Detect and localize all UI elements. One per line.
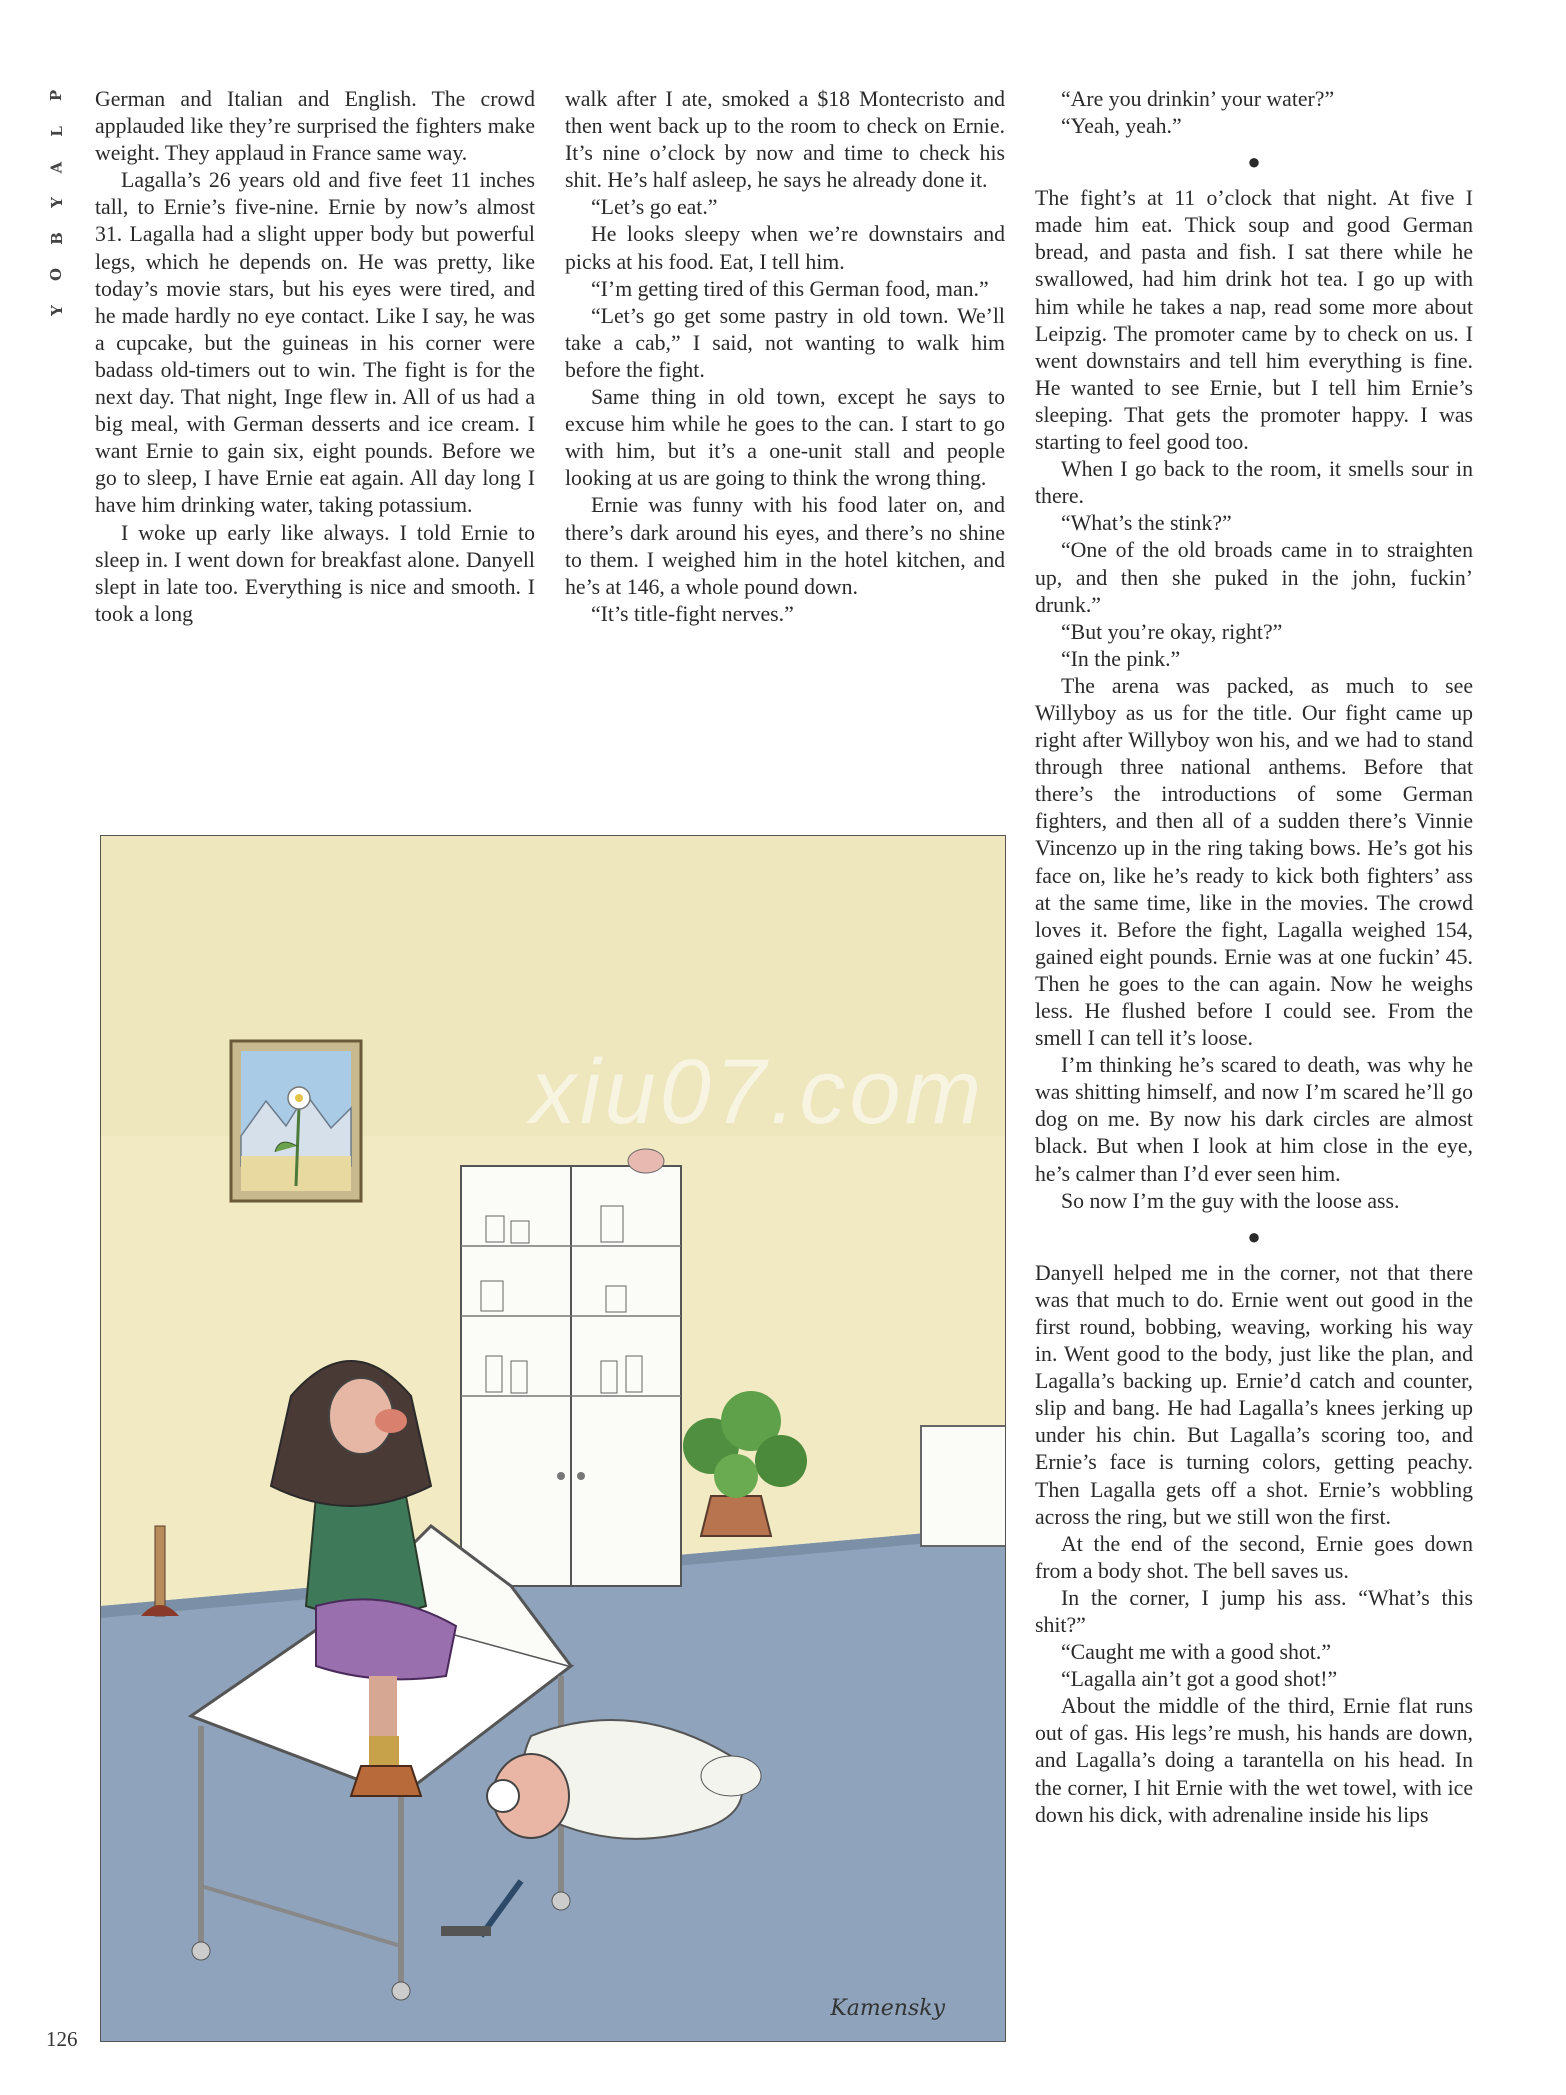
paragraph: About the middle of the third, Ernie flat runs out of gas. His legs’re mush, his hands are down, and Lagalla’s doing a tarantella on his head. In the corner, I hit Ernie with the wet towel, with ice down his dick, with adrenaline inside his lips: [1035, 1694, 1473, 1827]
paragraph: German and Italian and English. The crowd applauded like they’re surprised the fighters make weight. They applaud in France same way.: [95, 87, 535, 166]
text-column-2: [565, 86, 1005, 628]
paragraph: In the corner, I jump his ass. “What’s this shit?”: [1035, 1585, 1473, 1637]
paragraph: “It’s title-fight nerves.”: [591, 601, 794, 626]
paragraph: Same thing in old town, except he says to excuse him while he goes to the can. I start to go with him, but it’s a one-unit stall and people looking at us are going to think the wrong thing.: [565, 385, 1005, 491]
paragraph: The fight’s at 11 o’clock that night. At five I made him eat. Thick soup and good German bread, and pasta and fish. I sat there while he swallowed, had him drink hot tea. I go up with him while he takes a nap, read some more about Leipzig. The promoter came by to check on us. I went downstairs and tell him everything is fine. He wanted to see Ernie, but I tell him Ernie’s sleeping. That gets the promoter happy. I was starting to feel good too.: [1035, 186, 1473, 455]
illustration-drawing: [101, 836, 1006, 2042]
paragraph: Lagalla’s 26 years old and five feet 11 inches tall, to Ernie’s five-nine. Ernie by now’s almost 31. Lagalla had a slight upper body but powerful legs, which he depends on. He was pretty, like today’s movie stars, but his eyes were tired, and he made hardly no eye contact. Like I say, he was a cupcake, but the guineas in his corner were badass old-timers out to win. The fight is for the next day. That night, Inge flew in. All of us had a big meal, with German desserts and ice cream. I want Ernie to gain six, eight pounds. Before we go to sleep, I have Ernie eat again. All day long I have him drinking water, taking potassium.: [95, 168, 535, 518]
text-column-1: [95, 86, 535, 628]
paragraph: “I’m getting tired of this German food, man.”: [591, 276, 989, 301]
section-break-bullet: ●: [1247, 149, 1261, 175]
wall-picture: [231, 1041, 361, 1201]
paragraph: Ernie was funny with his food later on, and there’s dark around his eyes, and there’s no shine to them. I weighed him in the hotel kitchen, and he’s at 146, a whole pound down.: [565, 493, 1005, 599]
paragraph: “Caught me with a good shot.”: [1061, 1640, 1331, 1665]
paragraph: “Yeah, yeah.”: [1061, 114, 1182, 139]
paragraph: When I go back to the room, it smells sour in there.: [1035, 457, 1473, 509]
paragraph: Danyell helped me in the corner, not that there was that much to do. Ernie went out good in the first round, bobbing, weaving, working his way in. Went good to the body, just like the plan, and Lagalla’s backing up. Ernie’d catch and counter, slip and bang. He had Lagalla’s knees jerking up under his chin. But Lagalla’s scoring too, and Ernie’s face is turning colors, getting peachy. Then Lagalla gets off a shot. Ernie’s wobbling across the ring, but we still won the first.: [1035, 1260, 1473, 1529]
magazine-letter: A: [47, 161, 66, 173]
paragraph: I woke up early like always. I told Ernie to sleep in. I went down for breakfast alone. Danyell slept in late too. Everything is nice and smooth. I took a long: [95, 520, 535, 626]
magazine-name-vertical: [46, 88, 68, 318]
page-number: 126: [46, 2027, 78, 2051]
paragraph: “What’s the stink?”: [1061, 511, 1232, 536]
paragraph: At the end of the second, Ernie goes down from a body shot. The bell saves us.: [1035, 1531, 1473, 1583]
section-break-bullet: ●: [1247, 1223, 1261, 1249]
paragraph: “Lagalla ain’t got a good shot!”: [1061, 1667, 1338, 1692]
illustration: [100, 835, 1006, 2042]
paragraph: I’m thinking he’s scared to death, was why he was shitting himself, and now I’m scared he’ll go dog on me. By now his dark circles are almost black. But when I look at him close in the eye, he’s calmer than I’d ever seen him.: [1035, 1053, 1473, 1186]
magazine-letter: L: [47, 126, 66, 137]
magazine-letter: Y: [47, 305, 66, 316]
artist-signature: Kamensky: [830, 1996, 945, 2021]
text-column-3: [1035, 86, 1473, 1829]
paragraph: “Are you drinkin’ your water?”: [1061, 87, 1335, 111]
paragraph: The arena was packed, as much to see Willyboy as us for the title. Our fight came up right after Willyboy won his, and we had to stand through three national anthems. Before that there’s the introductions of some German fighters, and then all of a sudden there’s Vinnie Vincenzo up in the ring taking bows. He’s got his face on, like he’s ready to kick both fighters’ ass at the same time, like in the movies. The crowd loves it. Before the fight, Lagalla weighed 154, gained eight pounds. Ernie was at one fuckin’ 45. Then he goes to the can again. Now he weighs less. He flushed before I could see. From the smell I can tell it’s loose.: [1035, 673, 1473, 1051]
medicine-cabinet: [461, 1149, 681, 1586]
magazine-letter: B: [47, 232, 66, 246]
paragraph: So now I’m the guy with the loose ass.: [1061, 1188, 1400, 1213]
paragraph: “In the pink.”: [1061, 646, 1181, 671]
magazine-letter: O: [47, 268, 66, 282]
paragraph: walk after I ate, smoked a $18 Montecristo and then went back up to the room to check on Ernie. It’s nine o’clock by now and time to check his shit. He’s half asleep, he says he already done it.: [565, 87, 1005, 193]
paragraph: “Let’s go get some pastry in old town. We’ll take a cab,” I said, not wanting to walk him before the fight.: [565, 303, 1005, 382]
magazine-letter: Y: [47, 197, 66, 209]
paragraph: “But you’re okay, right?”: [1061, 619, 1283, 644]
watermark: xiu07.com: [530, 1041, 986, 1143]
paragraph: He looks sleepy when we’re downstairs and picks at his food. Eat, I tell him.: [565, 222, 1005, 274]
paragraph: “Let’s go eat.”: [591, 195, 718, 220]
magazine-letter: P: [47, 89, 66, 102]
paragraph: “One of the old broads came in to straighten up, and then she puked in the john, fuckin’ drunk.”: [1035, 538, 1473, 617]
